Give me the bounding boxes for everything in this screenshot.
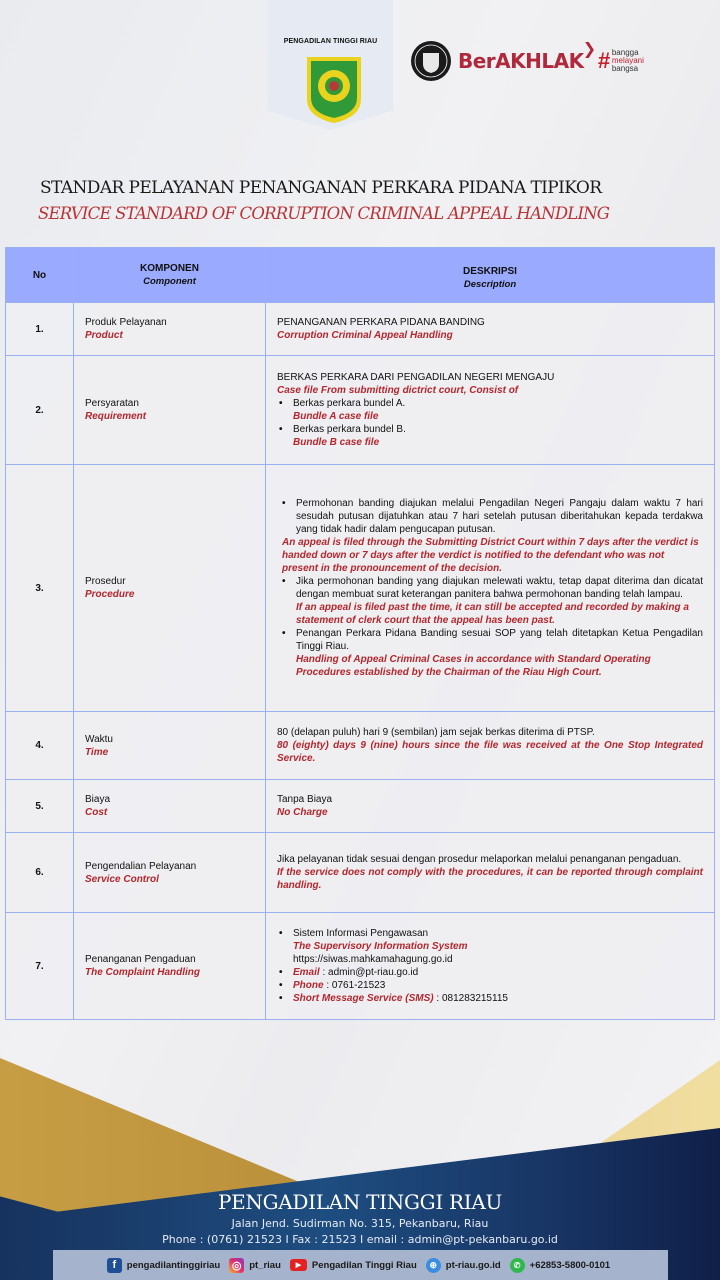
list-item: • Berkas perkara bundel A. Bundle A case file [279, 398, 406, 422]
component-id: Waktu [85, 733, 113, 745]
component-cell [74, 780, 266, 833]
component-id: Prosedur [85, 576, 126, 587]
youtube-link[interactable] [290, 1259, 417, 1271]
table-row [6, 913, 715, 1020]
component-cell [74, 465, 266, 712]
tagline-word: bangga [611, 48, 639, 57]
component-en: Procedure [85, 589, 135, 600]
description-cell [266, 780, 715, 833]
component-cell [74, 356, 266, 465]
description-id: PENANGANAN PERKARA PIDANA BANDING [277, 317, 485, 328]
siwas-id: Sistem Informasi Pengawasan [293, 928, 429, 939]
component-cell [74, 712, 266, 780]
contact-label: Email [293, 967, 320, 978]
component-en: The Complaint Handling [85, 967, 200, 978]
whatsapp-icon: ✆ [510, 1258, 525, 1273]
component-en: Service Control [85, 873, 159, 885]
description-en: 80 (eighty) days 9 (nine) hours since the file was received at the One Stop Integrated Service. [277, 740, 703, 764]
item-en: Bundle A case file [293, 411, 379, 422]
description-cell [266, 712, 715, 780]
header-component-id: KOMPONEN [140, 263, 199, 274]
header-no: No [6, 248, 74, 303]
description-en: No Charge [277, 807, 328, 818]
siwas-link[interactable]: https://siwas.mahkamahagung.go.id [293, 954, 453, 965]
component-cell [74, 913, 266, 1020]
item-id: Jika permohonan banding yang diajukan melewati waktu, tetap dapat diterima dan dicatat dengan membuat surat keterangan panitera bahwa permohonan banding telah lampau. [296, 576, 703, 600]
row-number: 6. [6, 833, 74, 913]
item-en: Bundle B case file [293, 437, 380, 448]
list-item: • Jika permohonan banding yang diajukan melewati waktu, tetap dapat diterima dan dicatat dengan membuat surat keterangan panitera bahwa permohonan banding telah lampau. If an appeal is filed past the time, it can still be accepted and recorded by making a statement of clerk court that the appeal has been past. [282, 576, 703, 626]
facebook-icon: f [107, 1258, 122, 1273]
description-en: If the service does not comply with the procedures, it can be reported through complaint handling. [277, 867, 703, 891]
banner-title: PENGADILAN TINGGI RIAU [283, 38, 378, 45]
component-cell [74, 303, 266, 356]
row-number: 3. [6, 465, 74, 712]
footer-org-name: PENGADILAN TINGGI RIAU [217, 1190, 503, 1214]
page-title: STANDAR PELAYANAN PENANGANAN PERKARA PIDANA TIPIKOR [40, 178, 602, 198]
component-id: Pengendalian Pelayanan [85, 860, 197, 872]
component-en: Product [85, 330, 123, 341]
email-link[interactable]: : admin@pt-riau.go.id [319, 967, 419, 978]
description-cell [266, 356, 715, 465]
description-cell [266, 303, 715, 356]
berakhlak-wordmark: BerAKHLAK ❯ [458, 39, 596, 73]
table-row [6, 780, 715, 833]
facebook-handle: pengadilantinggiriau [126, 1259, 221, 1271]
list-item: • Email : admin@pt-riau.go.id [279, 967, 419, 978]
component-id: Biaya [85, 794, 111, 805]
header-description-en: Description [463, 279, 517, 290]
footer-address: Jalan Jend. Sudirman No. 315, Pekanbaru, Riau [231, 1217, 489, 1230]
tagline-word: melayani [611, 56, 644, 65]
header-description [266, 248, 715, 303]
hash-icon: # [597, 48, 610, 73]
component-cell [74, 833, 266, 913]
component-id: Persyaratan [85, 398, 139, 409]
table-row [6, 712, 715, 780]
item-en: Handling of Appeal Criminal Cases in accordance with Standard Operating Procedures established by the Chairman of the Riau High Court. [296, 654, 651, 678]
header-description-id: DESKRIPSI [463, 266, 517, 277]
component-en: Time [85, 746, 109, 758]
item-id: Penangan Perkara Pidana Banding sesuai SOP yang telah ditetapkan Ketua Pengadilan Tinggi Riau. [296, 628, 703, 652]
description-cell [266, 833, 715, 913]
whatsapp-link[interactable] [510, 1258, 611, 1273]
siwas-en: The Supervisory Information System [293, 941, 468, 952]
social-bar [53, 1250, 668, 1280]
sms-value: : 081283215115 [433, 993, 508, 1004]
tagline-word: bangsa [611, 64, 639, 73]
table-row [6, 833, 715, 913]
youtube-icon: ▶ [290, 1259, 307, 1271]
header-component-en: Component [143, 276, 196, 287]
component-id: Produk Pelayanan [85, 317, 167, 328]
whatsapp-number: +62853-5800-0101 [529, 1259, 611, 1271]
description-cell [266, 913, 715, 1020]
list-item: • Sistem Informasi Pengawasan The Supervisory Information System https://siwas.mahkamahagung.go.id [279, 928, 468, 965]
website-url: pt-riau.go.id [445, 1259, 501, 1271]
emblem-icon [410, 40, 452, 82]
row-number: 7. [6, 913, 74, 1020]
table-row [6, 356, 715, 465]
bangga-melayani-logo [598, 48, 644, 74]
description-en: Case file From submitting dictrict court, Consist of [277, 385, 519, 396]
row-number: 5. [6, 780, 74, 833]
row-number: 4. [6, 712, 74, 780]
youtube-channel: Pengadilan Tinggi Riau [311, 1259, 417, 1271]
instagram-icon: ◎ [229, 1258, 244, 1273]
item-id: Berkas perkara bundel A. [293, 398, 406, 409]
globe-icon: ⊕ [426, 1258, 441, 1273]
footer-contact: Phone : (0761) 21523 I Fax : 21523 I email : admin@pt-pekanbaru.go.id [162, 1233, 558, 1246]
page-subtitle: SERVICE STANDARD OF CORRUPTION CRIMINAL APPEAL HANDLING [38, 204, 610, 223]
row-number: 2. [6, 356, 74, 465]
item-en: An appeal is filed through the Submitting District Court within 7 days after the verdict is handed down or 7 days after the verdict is notified to the defendant who was not present in the pronouncement of the decision. [282, 537, 699, 574]
list-item: • Short Message Service (SMS) : 081283215115 [279, 993, 508, 1004]
phone-value: : 0761-21523 [323, 980, 386, 991]
header-component [74, 248, 266, 303]
list-item: • Berkas perkara bundel B. Bundle B case file [279, 424, 406, 448]
description-cell [266, 465, 715, 712]
table-header-row [6, 248, 715, 303]
table-row [6, 303, 715, 356]
component-en: Requirement [85, 411, 147, 422]
description-id: Tanpa Biaya [277, 794, 333, 805]
service-standard-table [5, 247, 715, 1020]
row-number: 1. [6, 303, 74, 356]
component-id: Penanganan Pengaduan [85, 954, 196, 965]
berakhlak-campaign-logo [410, 40, 644, 82]
court-seal-logo [303, 53, 365, 125]
facebook-link[interactable] [107, 1258, 220, 1273]
website-link[interactable] [426, 1258, 501, 1273]
list-item: • Phone : 0761-21523 [279, 980, 386, 991]
description-id: 80 (delapan puluh) hari 9 (sembilan) jam sejak berkas diterima di PTSP. [277, 727, 595, 738]
description-en: Corruption Criminal Appeal Handling [277, 330, 453, 341]
list-item: • Penangan Perkara Pidana Banding sesuai SOP yang telah ditetapkan Ketua Pengadilan Tinggi Riau. Handling of Appeal Criminal Cases in accordance with Standard Operating Procedures established by the Chairman of the Riau High Court. [282, 628, 703, 678]
instagram-handle: pt_riau [249, 1259, 281, 1271]
contact-label: Short Message Service (SMS) [293, 993, 434, 1004]
list-item: • Permohonan banding diajukan melalui Pengadilan Negeri Pangaju dalam waktu 7 hari sesudah putusan dijatuhkan atau 7 hari setelah putusan diberitahukan kepada terdakwa yang tidak hadir dalam pengucapan putusan. [282, 498, 703, 535]
item-id: Permohonan banding diajukan melalui Pengadilan Negeri Pangaju dalam waktu 7 hari sesudah putusan dijatuhkan atau 7 hari setelah putusan diberitahukan kepada terdakwa yang tidak hadir dalam pengucapan putusan. [296, 498, 703, 535]
description-id: BERKAS PERKARA DARI PENGADILAN NEGERI MENGAJU [277, 372, 555, 383]
component-en: Cost [85, 807, 108, 818]
item-en: If an appeal is filed past the time, it can still be accepted and recorded by making a statement of clerk court that the appeal has been past. [296, 602, 689, 626]
item-id: Berkas perkara bundel B. [293, 424, 406, 435]
table-row [6, 465, 715, 712]
instagram-link[interactable] [229, 1258, 281, 1273]
description-id: Jika pelayanan tidak sesuai dengan prosedur melaporkan melalui penanganan pengaduan. [277, 854, 682, 865]
contact-label: Phone [293, 980, 324, 991]
